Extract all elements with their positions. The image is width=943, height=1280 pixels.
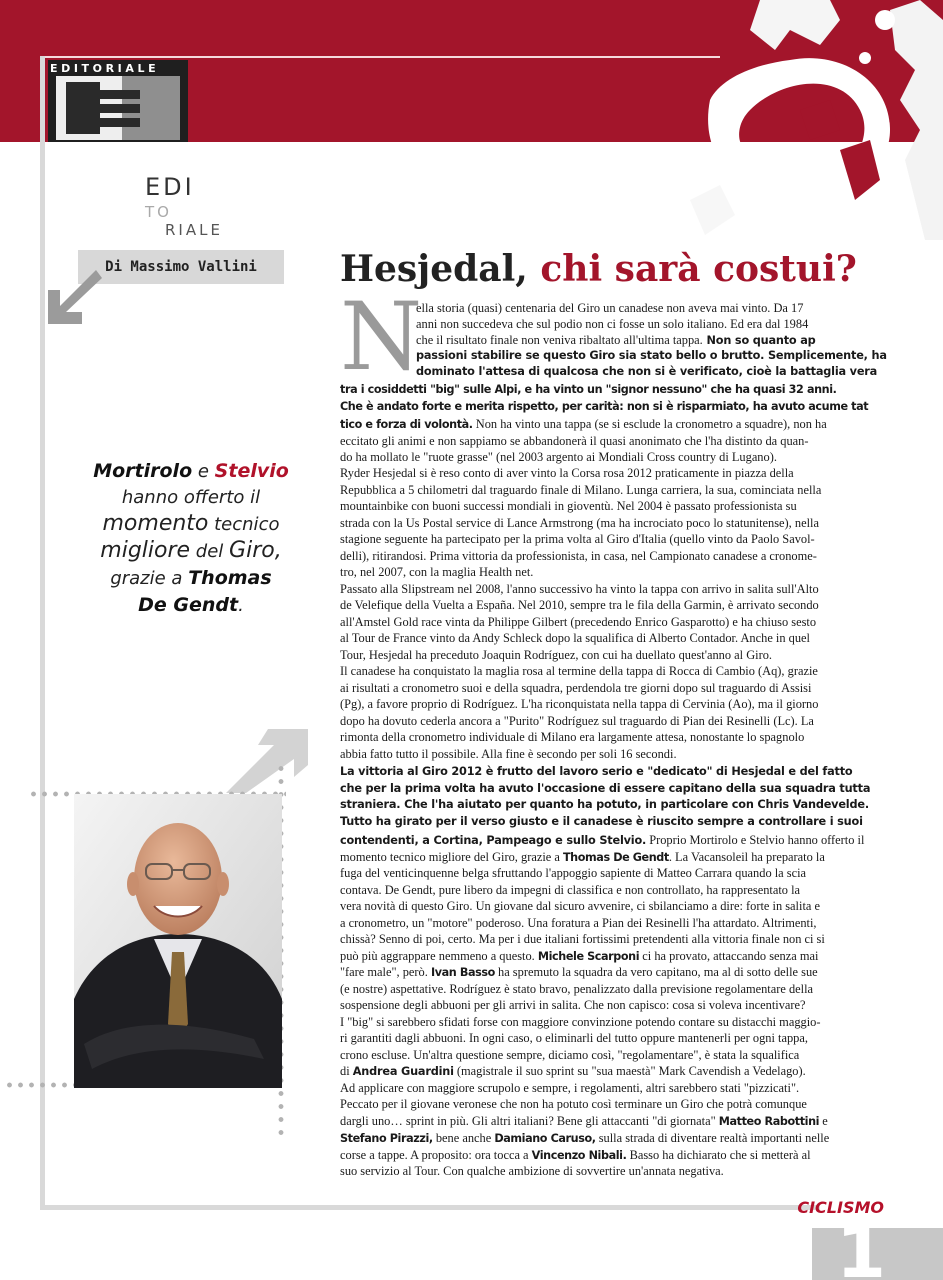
body-name-bold: Stefano Pirazzi, xyxy=(340,1132,433,1145)
dotted-rule-bottom xyxy=(4,1082,84,1088)
pull-quote-period: . xyxy=(238,595,244,616)
body-text: corse a tappe. A proposito: ora tocca a xyxy=(340,1148,532,1162)
body-name-bold: Damiano Caruso, xyxy=(494,1132,596,1145)
page-number: 1 xyxy=(836,1212,887,1280)
body-line xyxy=(340,1130,838,1146)
body-text: e xyxy=(819,1114,828,1128)
pull-quote-thomas: Thomas xyxy=(188,567,272,589)
body-line: (e nostre) aspettative. Rodríguez è stato bravo, penalizzato dalla previsione regolamentare della xyxy=(340,982,814,996)
body-line xyxy=(340,1063,838,1079)
body-bold: tico e forza di volontà. xyxy=(340,418,473,431)
body-line: chissà? Senno di poi, certo. Ma per i due italiani fortissimi pretendenti alla vittoria finale non ci si xyxy=(340,932,825,946)
body-line: delli), ritirandosi. Prima vittoria da professionista, in casa, nel Campionato canadese a cronome- xyxy=(340,549,817,563)
abstract-splash-art xyxy=(690,0,943,240)
pull-quote-text-1: hanno offerto il xyxy=(121,487,261,508)
body-line xyxy=(340,1147,838,1163)
body-line: al Tour de France vinto da Andy Schleck dopo la squalifica di Alberto Contador. Anche in quel xyxy=(340,631,810,645)
pull-quote-migliore: migliore xyxy=(100,538,191,563)
body-text: "fare male", però. xyxy=(340,965,431,979)
body-line: Tour, Hesjedal ha preceduto Joaquin Rodríguez, con cui ha duellato quest'anno al Giro. xyxy=(340,648,773,662)
body-line: do ha mollato le "ruote grasse" (nel 2003 argento ai Mondiali Cross country di Lugano). xyxy=(340,450,777,464)
body-line: rimonta della cronometro individuale di Milano era largamente attesa, nonostante lo spagnolo xyxy=(340,730,805,744)
body-line: che per la prima volta ha avuto l'occasione di essere capitano della sua squadra tutta xyxy=(340,782,871,795)
body-text: che il risultato finale non veniva ribaltato all'ultima tappa. xyxy=(416,333,703,347)
body-line xyxy=(416,332,838,348)
body-text: Non ha vinto una tappa (se si esclude la cronometro a squadre), non ha xyxy=(472,417,827,431)
body-line: stagione seguente ha partecipato per la prima volta al Giro d'Italia (quello vinto da Paolo Savol- xyxy=(340,532,815,546)
body-line: Repubblica a 5 chilometri dal traguardo finale di Milano. Lunga carriera, la sua, cominciata nella xyxy=(340,483,822,497)
body-line: anni non succedeva che sul podio non ci fosse un solo italiano. Ed era dal 1984 xyxy=(416,317,809,331)
body-line xyxy=(340,964,838,980)
body-line: ella storia (quasi) centenaria del Giro un canadese non aveva mai vinto. Da 17 xyxy=(416,301,804,315)
headline-part-1: Hesjedal, xyxy=(340,248,528,290)
body-line: Ad applicare con maggiore scrupolo e sempre, i regolamenti, altri sarebbero stati "pizzicati". xyxy=(340,1081,800,1095)
body-name-bold: Ivan Basso xyxy=(430,966,495,979)
body-line: Ryder Hesjedal si è reso conto di aver vinto la Corsa rosa 2012 praticamente in piazza della xyxy=(340,466,794,480)
body-line: tro, nel 2007, con la maglia Health net. xyxy=(340,565,534,579)
body-line: La vittoria al Giro 2012 è frutto del lavoro serio e "dedicato" di Hesjedal e del fatto xyxy=(340,765,853,778)
body-line: all'Amstel Gold race vinta da Philippe Gilbert (precedendo Enrico Gasparotto) e ha chiuso sesto xyxy=(340,615,817,629)
kicker-edi: EDI xyxy=(145,173,195,201)
pull-quote-giro: Giro, xyxy=(229,538,282,563)
pull-quote-del: del xyxy=(195,541,224,562)
body-text: ci ha provato, attaccando senza mai xyxy=(639,949,819,963)
body-line xyxy=(340,832,865,848)
section-label: EDITORIALE xyxy=(50,62,160,75)
body-line: mountainbike con buoni successi mondiali in gioventù. Nel 2004 è passato professionista su xyxy=(340,499,797,513)
drop-cap: N xyxy=(340,283,423,392)
body-line xyxy=(340,849,838,865)
body-line: contava. De Gendt, pure libero da impegni di classifica e non controllato, ha rappresentato la xyxy=(340,883,801,897)
body-text: momento tecnico migliore del Giro, grazie a xyxy=(340,850,563,864)
body-line: vera novità di questo Giro. Un giovane dal sicuro avvenire, ci sbilanciamo a dire: forte in salita e xyxy=(340,899,820,913)
body-bold: contendenti, a Cortina, Pampeago e sullo Stelvio. xyxy=(340,834,647,847)
body-name-bold: Michele Scarponi xyxy=(537,950,640,963)
body-text: Basso ha dichiarato che si metterà al xyxy=(626,1148,811,1162)
body-name-bold: Thomas De Gendt xyxy=(562,851,669,864)
body-line: dopo ha dovuto cederla ancora a "Purito" Rodríguez sul traguardo di Pian dei Resinelli (Lc). La xyxy=(340,714,814,728)
pull-quote xyxy=(86,458,296,619)
body-line xyxy=(340,1113,838,1129)
body-line: ai risultati a cronometro suoi e della squadra, perdendola tre giorni dopo sul traguardo di Assisi xyxy=(340,681,812,695)
body-text: (magistrale il suo sprint su "sua maestà" Mark Cavendish a Vedelago). xyxy=(453,1064,806,1078)
author-photo xyxy=(74,794,282,1088)
body-line: sospensione degli abbuoni per gli arrivi in salita. Che non capisco: cosa si voleva incentivare? xyxy=(340,998,806,1012)
body-bold: Non so quanto ap xyxy=(702,334,816,347)
body-line: (Pg), a favore proprio di Rodríguez. L'ha riconquistata nella tappa di Cervinia (Ao), ma il giorno xyxy=(340,697,819,711)
kicker-riale: RIALE xyxy=(165,221,223,239)
body-name-bold: Matteo Rabottini xyxy=(718,1115,820,1128)
body-line: crono escluse. Un'altra questione sempre, diciamo così, "regolamentare", è stata la squalifica xyxy=(340,1048,800,1062)
body-line: dominato l'attesa di qualcosa che non si è verificato, cioè la battaglia vera xyxy=(416,365,878,378)
body-text: . La Vacansoleil ha preparato la xyxy=(668,850,825,864)
body-line: tra i cosiddetti "big" sulle Alpi, e ha vinto un "signor nessuno" che ha quasi 32 anni. xyxy=(340,383,837,396)
kicker-to: TO xyxy=(145,203,172,221)
author-byline: Di Massimo Vallini xyxy=(105,259,257,275)
arrow-down-left-icon xyxy=(44,268,104,326)
editorial-e-logo xyxy=(56,76,180,140)
body-name-bold: Andrea Guardini xyxy=(352,1065,454,1078)
body-line: ri garantiti dagli abbuoni. In ogni caso, o eliminarli del tutto oppure mantenerli per ogni tappa, xyxy=(340,1031,808,1045)
arrow-up-right-icon xyxy=(222,725,312,795)
pull-quote-tecnico: tecnico xyxy=(214,514,280,535)
body-line: suo servizio al Tour. Con qualche ambizione di sovvertire un'annata negativa. xyxy=(340,1164,724,1178)
body-line: de Velefique della Vuelta a España. Nel 2010, sempre tra le fila della Garmin, è arrivato secondo xyxy=(340,598,819,612)
magazine-brand: CICLISMO xyxy=(797,1198,884,1217)
body-text: dargli uno… sprint in più. Gli altri italiani? Bene gli attaccanti "di giornata" xyxy=(340,1114,719,1128)
body-line: eccitato gli animi e non sappiamo se abbandonerà il quasi anonimato che l'ha distinto da quan- xyxy=(340,434,809,448)
body-line: Passato alla Slipstream nel 2008, l'anno successivo ha vinto la tappa con arrivo in salita sull'Alto xyxy=(340,582,819,596)
pull-quote-mortirolo: Mortirolo xyxy=(93,460,193,482)
body-line: straniera. Che l'ha aiutato per quanto ha potuto, in particolare con Chris Vandevelde. xyxy=(340,798,869,811)
body-text: sulla strada di diventare realtà importanti nelle xyxy=(595,1131,830,1145)
pull-quote-stelvio: Stelvio xyxy=(214,460,289,482)
pull-quote-grazie: grazie a xyxy=(110,568,183,589)
pull-quote-degendt: De Gendt xyxy=(138,594,239,616)
body-text: ha spremuto la squadra da vero capitano, ma al di sotto delle sue xyxy=(494,965,818,979)
body-line xyxy=(340,948,838,964)
body-line xyxy=(340,416,838,432)
body-line: I "big" si sarebbero sfidati forse con maggiore convinzione potendo contare su distacchi maggio- xyxy=(340,1015,821,1029)
headline-part-2: chi sarà costui? xyxy=(540,248,857,290)
body-line: fuga del venticinquenne belga sfruttando l'appoggio sapiente di Matteo Carrara quando la scia xyxy=(340,866,807,880)
header-rule xyxy=(40,56,720,58)
body-line: a cronometro, un "motore" poderoso. Una foratura a Pian dei Resinelli l'ha attardato. Altrimenti, xyxy=(340,916,817,930)
body-text: di xyxy=(340,1064,353,1078)
body-line: abbia fatto tutto il possibile. Alla fine è secondo per soli 16 secondi. xyxy=(340,747,677,761)
body-line: Che è andato forte e merita rispetto, per carità: non si è risparmiato, ha avuto acume tat xyxy=(340,400,869,413)
body-text: Proprio Mortirolo e Stelvio hanno offerto il xyxy=(646,833,865,847)
body-line: strada con la Us Postal service di Lance Armstrong (ma ha incrociato poco lo statunitense), nella xyxy=(340,516,819,530)
page-border-bottom xyxy=(40,1205,820,1210)
body-line: Il canadese ha conquistato la maglia rosa al termine della tappa di Rocca di Cambio (Aq), grazie xyxy=(340,664,818,678)
body-line: passioni stabilire se questo Giro sia stato bello o brutto. Semplicemente, ha xyxy=(416,349,887,362)
body-line: Peccato per il giovane veronese che non ha potuto così terminare un Giro che potrà comunque xyxy=(340,1097,807,1111)
pull-quote-momento: momento xyxy=(102,511,209,536)
body-text: può più aggrappare nemmeno a questo. xyxy=(340,949,538,963)
body-line: Tutto ha girato per il verso giusto e il canadese è riuscito sempre a controllare i suoi xyxy=(340,815,863,828)
pull-quote-and: e xyxy=(197,461,209,482)
body-text: bene anche xyxy=(432,1131,495,1145)
body-name-bold: Vincenzo Nibali. xyxy=(531,1149,627,1162)
page-border-left xyxy=(40,56,45,1206)
